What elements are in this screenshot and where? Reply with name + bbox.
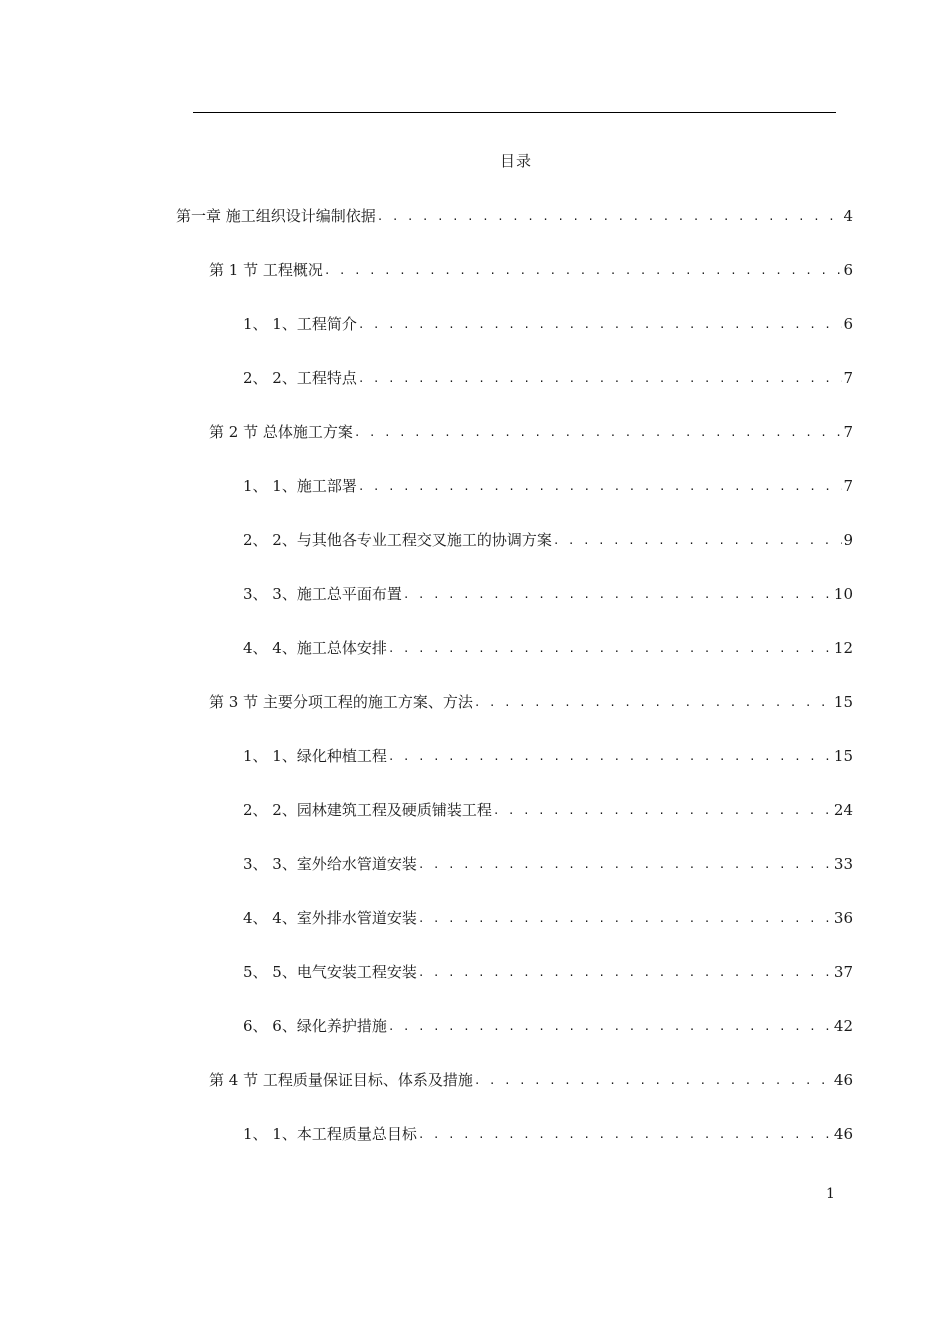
toc-entry-page: 6 bbox=[843, 315, 853, 333]
toc-entry-page: 37 bbox=[833, 963, 853, 981]
toc-dot-leader bbox=[358, 312, 843, 336]
toc-entry-text: 第一章 施工组织设计编制依据 bbox=[176, 207, 376, 225]
toc-entry-subsection[interactable] bbox=[243, 961, 853, 983]
toc-entry-page: 7 bbox=[843, 369, 853, 387]
toc-entry-page: 46 bbox=[833, 1125, 853, 1143]
toc-entry-text: 第 2 节 总体施工方案 bbox=[209, 423, 353, 441]
toc-dot-leader bbox=[358, 474, 843, 498]
toc-entry-page: 15 bbox=[833, 747, 853, 765]
toc-dot-leader bbox=[354, 420, 843, 444]
toc-entry-text: 3、 3、室外给水管道安装 bbox=[243, 855, 417, 873]
toc-entry-text: 1、 1、施工部署 bbox=[243, 477, 357, 495]
toc-entry-section-3[interactable] bbox=[209, 691, 853, 713]
toc-entry-text: 4、 4、施工总体安排 bbox=[243, 639, 387, 657]
toc-dot-leader bbox=[388, 744, 833, 768]
toc-entry-page: 46 bbox=[833, 1071, 853, 1089]
toc-entry-page: 42 bbox=[833, 1017, 853, 1035]
header-rule bbox=[193, 112, 836, 113]
toc-entry-page: 24 bbox=[833, 801, 853, 819]
toc-dot-leader bbox=[418, 906, 833, 930]
toc-entry-subsection[interactable] bbox=[243, 745, 853, 767]
toc-entry-text: 2、 2、园林建筑工程及硬质铺装工程 bbox=[243, 801, 492, 819]
toc-entry-text: 第 1 节 工程概况 bbox=[209, 261, 323, 279]
toc-dot-leader bbox=[553, 528, 843, 552]
toc-entry-text: 4、 4、室外排水管道安装 bbox=[243, 909, 417, 927]
toc-entry-subsection[interactable] bbox=[243, 313, 853, 335]
toc-entry-page: 36 bbox=[833, 909, 853, 927]
toc-entry-page: 4 bbox=[843, 207, 853, 225]
toc-entry-page: 33 bbox=[833, 855, 853, 873]
toc-dot-leader bbox=[388, 636, 833, 660]
toc-entry-text: 2、 2、与其他各专业工程交叉施工的协调方案 bbox=[243, 531, 552, 549]
toc-entry-subsection[interactable] bbox=[243, 637, 853, 659]
toc-entry-subsection[interactable] bbox=[243, 475, 853, 497]
toc-entry-text: 1、 1、绿化种植工程 bbox=[243, 747, 387, 765]
toc-dot-leader bbox=[474, 1068, 833, 1092]
toc-dot-leader bbox=[388, 1014, 833, 1038]
toc-title: 目录 bbox=[499, 152, 532, 170]
toc-dot-leader bbox=[403, 582, 833, 606]
toc-dot-leader bbox=[324, 258, 843, 282]
toc-entry-subsection[interactable] bbox=[243, 583, 853, 605]
toc-entry-page: 9 bbox=[843, 531, 853, 549]
toc-entry-subsection[interactable] bbox=[243, 907, 853, 929]
toc-entry-chapter-1[interactable] bbox=[176, 205, 853, 227]
toc-entry-section-1[interactable] bbox=[209, 259, 853, 281]
toc-entry-subsection[interactable] bbox=[243, 799, 853, 821]
toc-entry-section-4[interactable] bbox=[209, 1069, 853, 1091]
toc-dot-leader bbox=[418, 852, 833, 876]
toc-entry-text: 5、 5、电气安装工程安装 bbox=[243, 963, 417, 981]
toc-entry-text: 1、 1、本工程质量总目标 bbox=[243, 1125, 417, 1143]
toc-dot-leader bbox=[493, 798, 833, 822]
toc-dot-leader bbox=[418, 1122, 833, 1146]
page-number: 1 bbox=[826, 1186, 835, 1202]
toc-entry-text: 1、 1、工程简介 bbox=[243, 315, 357, 333]
toc-entry-subsection[interactable] bbox=[243, 367, 853, 389]
toc-entry-page: 6 bbox=[843, 261, 853, 279]
toc-entry-page: 10 bbox=[833, 585, 853, 603]
toc-entry-subsection[interactable] bbox=[243, 853, 853, 875]
toc-entry-subsection[interactable] bbox=[243, 529, 853, 551]
toc-entry-subsection[interactable] bbox=[243, 1123, 853, 1145]
toc-entry-page: 7 bbox=[843, 423, 853, 441]
toc-dot-leader bbox=[377, 204, 843, 228]
toc-dot-leader bbox=[358, 366, 843, 390]
toc-entry-page: 7 bbox=[843, 477, 853, 495]
toc-entry-text: 2、 2、工程特点 bbox=[243, 369, 357, 387]
toc-entry-text: 第 4 节 工程质量保证目标、体系及措施 bbox=[209, 1071, 473, 1089]
toc-dot-leader bbox=[418, 960, 833, 984]
toc-entry-section-2[interactable] bbox=[209, 421, 853, 443]
toc-entry-text: 第 3 节 主要分项工程的施工方案、方法 bbox=[209, 693, 473, 711]
toc-entry-text: 6、 6、绿化养护措施 bbox=[243, 1017, 387, 1035]
toc-entry-subsection[interactable] bbox=[243, 1015, 853, 1037]
toc-entry-page: 15 bbox=[833, 693, 853, 711]
toc-entry-page: 12 bbox=[833, 639, 853, 657]
toc-entry-text: 3、 3、施工总平面布置 bbox=[243, 585, 402, 603]
toc-dot-leader bbox=[474, 690, 833, 714]
